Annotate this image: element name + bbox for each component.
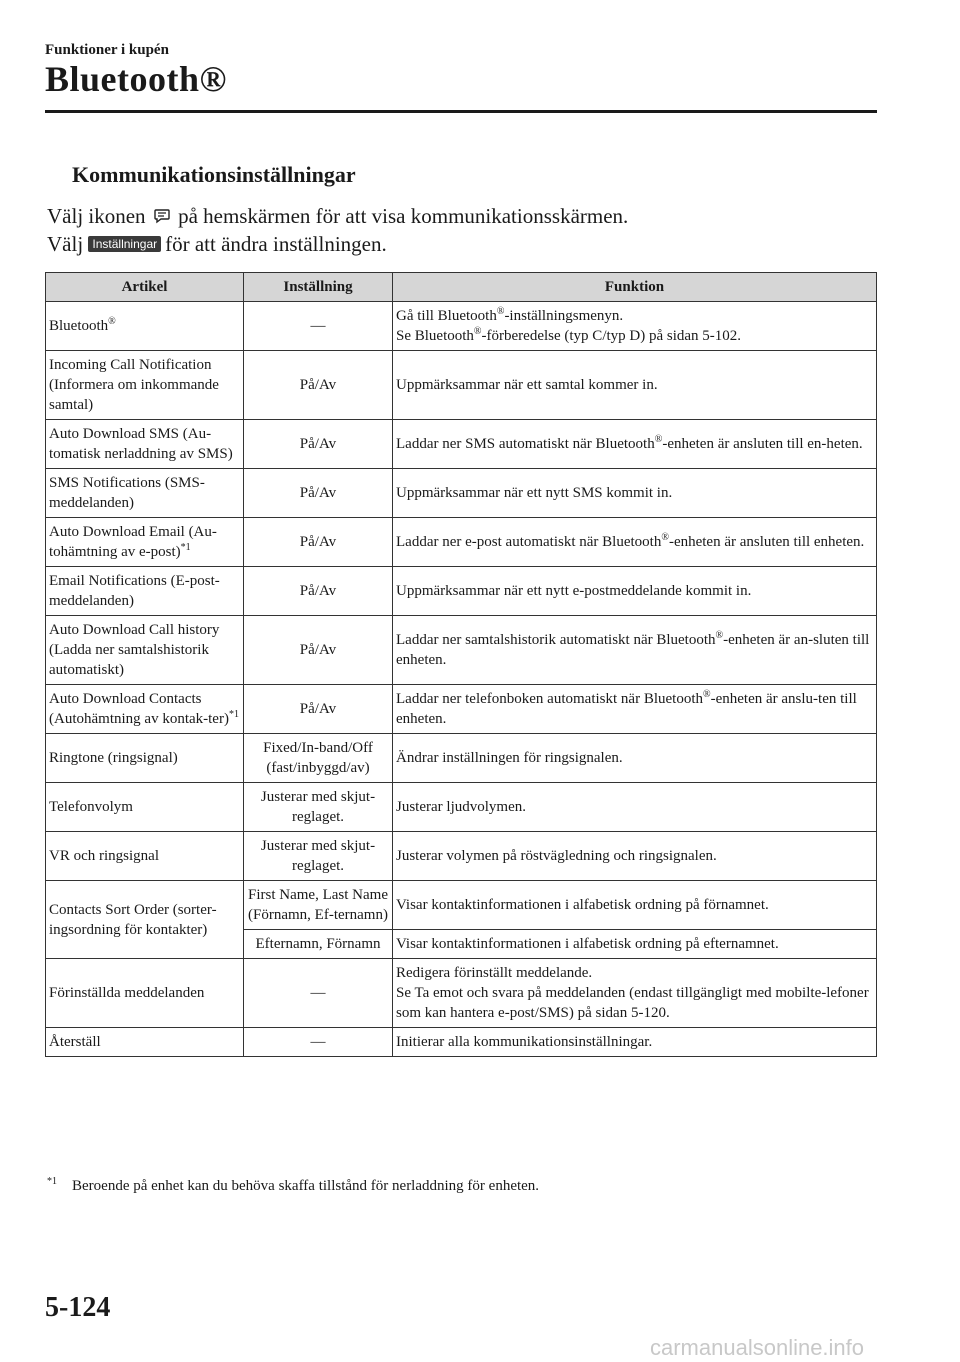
item-cell: Ringtone (ringsignal) xyxy=(46,734,244,783)
footnote-ref: *1 xyxy=(228,709,239,720)
intro-text: för att ändra inställningen. xyxy=(165,232,387,256)
function-cell: Ändrar inställningen för ringsignalen. xyxy=(393,734,877,783)
table-row xyxy=(46,832,877,881)
intro-line-2 xyxy=(47,232,387,257)
intro-text: Välj ikonen xyxy=(47,204,146,228)
setting-cell: På/Av xyxy=(244,685,393,734)
setting-cell: — xyxy=(244,1028,393,1057)
column-header: Artikel xyxy=(46,273,244,302)
table-row xyxy=(46,302,877,351)
function-cell: Visar kontaktinformationen i alfabetisk ordning på efternamnet. xyxy=(393,930,877,959)
column-header: Inställning xyxy=(244,273,393,302)
setting-cell: Justerar med skjut-reglaget. xyxy=(244,832,393,881)
title-rule xyxy=(45,110,877,113)
setting-cell: Efternamn, Förnamn xyxy=(244,930,393,959)
page-number: 5-124 xyxy=(45,1292,111,1323)
table-row xyxy=(46,469,877,518)
table-row xyxy=(46,616,877,685)
item-cell: Bluetooth® xyxy=(46,302,244,351)
item-text: Auto Download Email (Au-tohämtning av e-post) xyxy=(49,524,217,560)
item-cell: Incoming Call Notification (Informera om inkommande samtal) xyxy=(46,351,244,420)
item-cell: Email Notifications (E-post-meddelanden) xyxy=(46,567,244,616)
item-cell: Förinställda meddelanden xyxy=(46,959,244,1028)
item-cell: Auto Download Call history (Ladda ner samtalshistorik automatiskt) xyxy=(46,616,244,685)
footnote-mark: *1 xyxy=(47,1176,57,1187)
table-row xyxy=(46,783,877,832)
table-row xyxy=(46,420,877,469)
table-row xyxy=(46,351,877,420)
footnote-text: Beroende på enhet kan du behöva skaffa tillstånd för nerladdning för enheten. xyxy=(72,1178,540,1194)
table-row xyxy=(46,518,877,567)
function-cell: Laddar ner telefonboken automatiskt när Bluetooth®-enheten är anslu-ten till enheten. xyxy=(393,685,877,734)
chapter-label: Funktioner i kupén xyxy=(45,42,169,58)
function-cell: Justerar volymen på röstvägledning och ringsignalen. xyxy=(393,832,877,881)
section-title: Kommunikationsinställningar xyxy=(72,162,356,187)
function-cell: Uppmärksammar när ett nytt SMS kommit in. xyxy=(393,469,877,518)
function-cell: Uppmärksammar när ett nytt e-postmeddelande kommit in. xyxy=(393,567,877,616)
item-cell xyxy=(46,685,244,734)
function-cell: Initierar alla kommunikationsinställningar. xyxy=(393,1028,877,1057)
function-cell: Laddar ner e-post automatiskt när Bluetooth®-enheten är ansluten till enheten. xyxy=(393,518,877,567)
watermark: carmanualsonline.info xyxy=(650,1335,865,1360)
item-text: Auto Download Contacts (Autohämtning av kontak-ter) xyxy=(49,691,229,727)
message-bubble-icon xyxy=(153,207,171,225)
setting-cell: First Name, Last Name (Förnamn, Ef-ternamn) xyxy=(244,881,393,930)
setting-cell: Justerar med skjut-reglaget. xyxy=(244,783,393,832)
table-row xyxy=(46,881,877,930)
intro-line-1 xyxy=(47,204,628,229)
function-cell: Gå till Bluetooth®-inställningsmenyn. Se Bluetooth®-förberedelse (typ C/typ D) på sidan 5-102. xyxy=(393,302,877,351)
column-header: Funktion xyxy=(393,273,877,302)
intro-text: Välj xyxy=(47,232,84,256)
function-cell: Justerar ljudvolymen. xyxy=(393,783,877,832)
setting-cell: På/Av xyxy=(244,420,393,469)
function-cell: Redigera förinställt meddelande. Se Ta emot och svara på meddelanden (endast tillgängligt med mobilte-lefoner som kan hantera e-post/SMS) på sidan 5-120. xyxy=(393,959,877,1028)
setting-cell: — xyxy=(244,959,393,1028)
footnote xyxy=(47,1178,539,1195)
table-row xyxy=(46,1028,877,1057)
setting-cell: På/Av xyxy=(244,518,393,567)
item-cell: Auto Download SMS (Au-tomatisk nerladdning av SMS) xyxy=(46,420,244,469)
item-cell xyxy=(46,518,244,567)
table-row xyxy=(46,959,877,1028)
table-row xyxy=(46,567,877,616)
item-cell: VR och ringsignal xyxy=(46,832,244,881)
function-cell: Visar kontaktinformationen i alfabetisk ordning på förnamnet. xyxy=(393,881,877,930)
item-cell: Återställ xyxy=(46,1028,244,1057)
setting-cell: På/Av xyxy=(244,469,393,518)
setting-cell: På/Av xyxy=(244,567,393,616)
footnote-ref: *1 xyxy=(180,542,191,553)
item-cell: Contacts Sort Order (sorter-ingsordning för kontakter) xyxy=(46,881,244,959)
settings-button[interactable]: Inställningar xyxy=(88,236,161,252)
item-cell: Telefonvolym xyxy=(46,783,244,832)
setting-cell: På/Av xyxy=(244,351,393,420)
function-cell: Laddar ner SMS automatiskt när Bluetooth®-enheten är ansluten till en-heten. xyxy=(393,420,877,469)
page-title: Bluetooth® xyxy=(45,59,227,99)
table-row xyxy=(46,685,877,734)
table-header-row xyxy=(46,273,877,302)
setting-cell: Fixed/In-band/Off (fast/inbyggd/av) xyxy=(244,734,393,783)
setting-cell: På/Av xyxy=(244,616,393,685)
setting-cell: — xyxy=(244,302,393,351)
table-row xyxy=(46,734,877,783)
item-cell: SMS Notifications (SMS-meddelanden) xyxy=(46,469,244,518)
settings-table xyxy=(45,272,877,1057)
function-cell: Uppmärksammar när ett samtal kommer in. xyxy=(393,351,877,420)
function-cell: Laddar ner samtalshistorik automatiskt när Bluetooth®-enheten är an-sluten till enheten. xyxy=(393,616,877,685)
intro-text: på hemskärmen för att visa kommunikationsskärmen. xyxy=(178,204,629,228)
